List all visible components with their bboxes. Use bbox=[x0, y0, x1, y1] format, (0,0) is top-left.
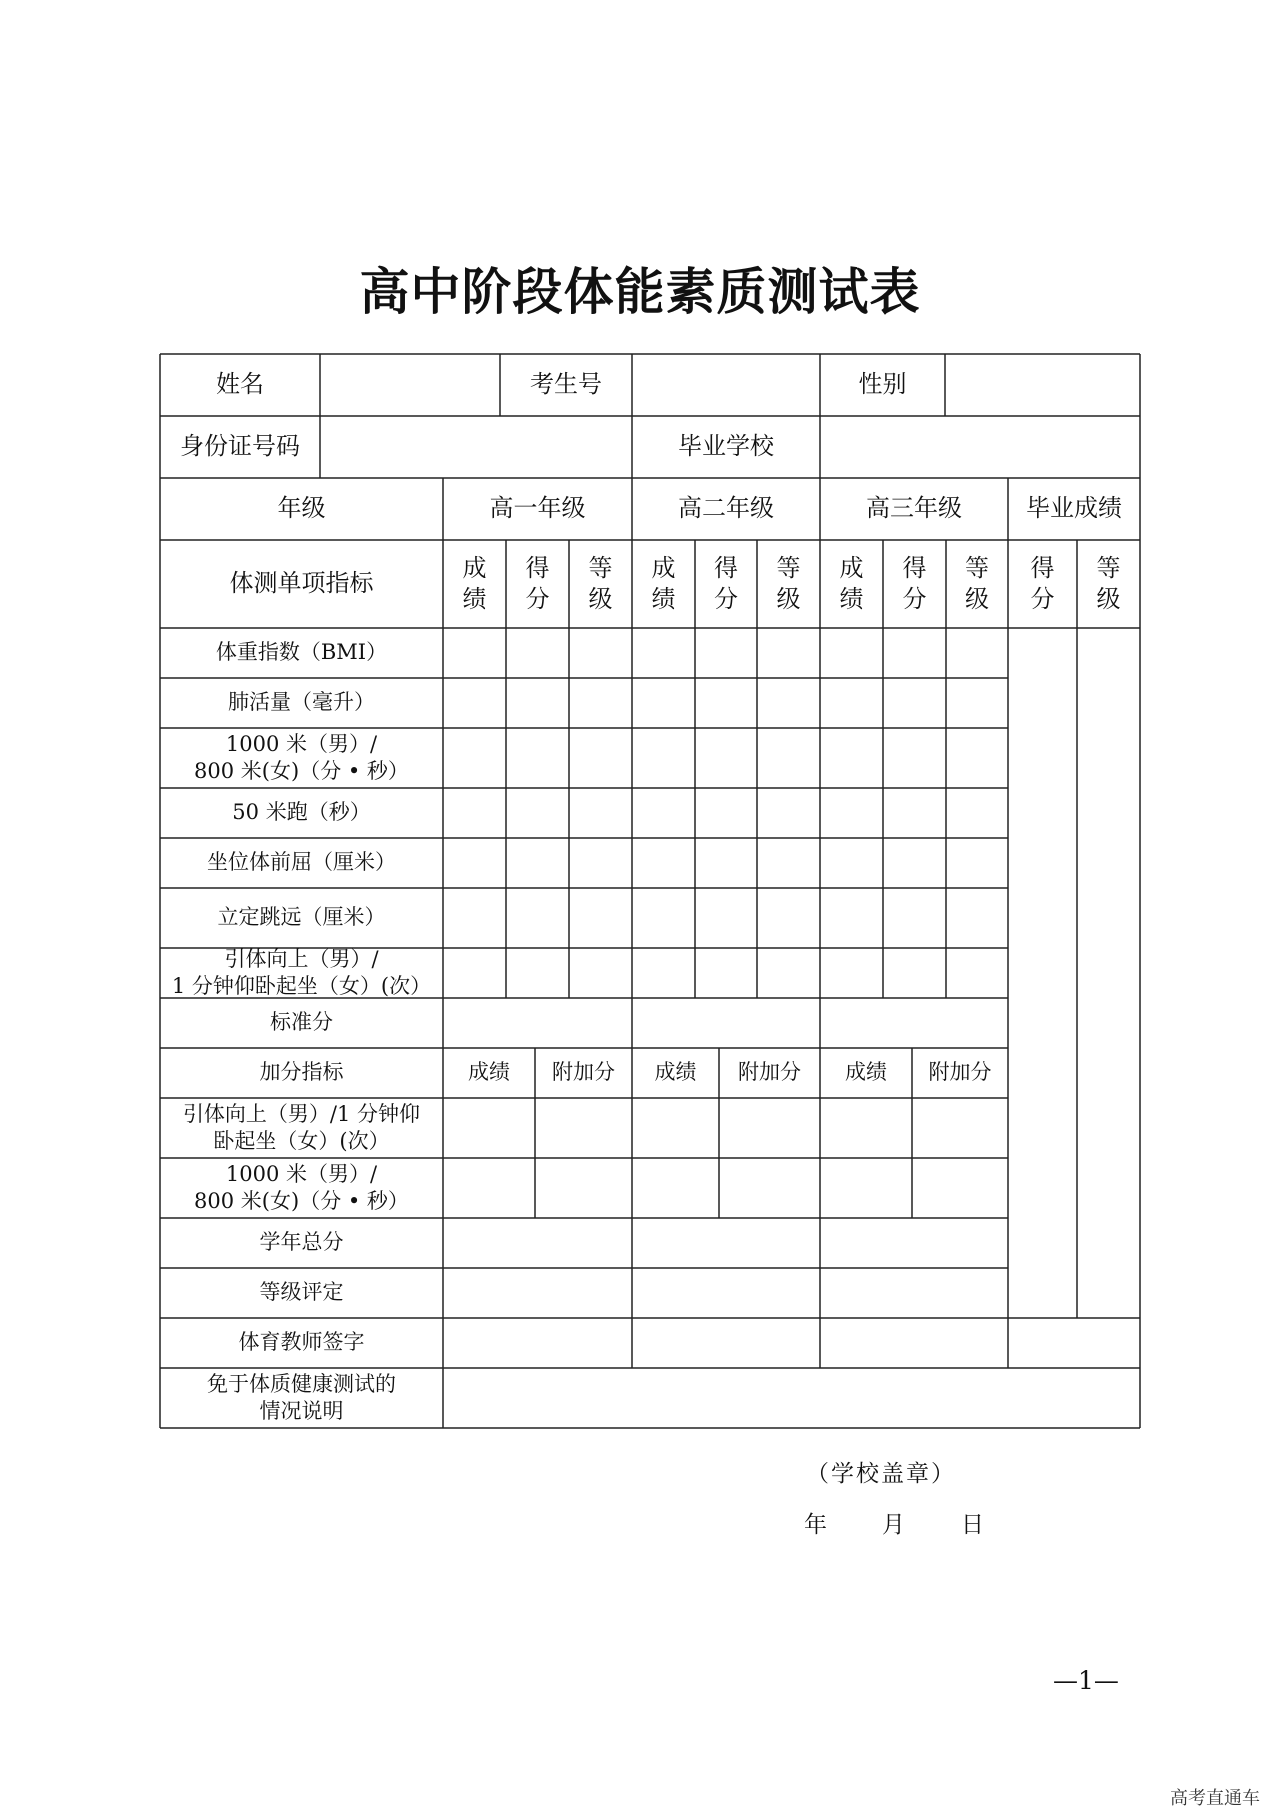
id-field[interactable] bbox=[320, 416, 632, 478]
grad-level-header: 等 级 bbox=[1096, 553, 1121, 613]
exam-no-label: 考生号 bbox=[530, 370, 602, 399]
graduation-header: 毕业成绩 bbox=[1026, 494, 1122, 523]
g2-level-header: 等 级 bbox=[776, 553, 801, 613]
g2-points-header: 得 分 bbox=[714, 553, 738, 613]
exemption-label: 免于体质健康测试的 情况说明 bbox=[207, 1371, 396, 1423]
item-sit-and-reach: 坐位体前屈（厘米） bbox=[207, 850, 396, 875]
grade-2-header: 高二年级 bbox=[678, 494, 774, 523]
g1-level-header: 等 级 bbox=[588, 553, 613, 613]
item-1000m-800m: 1000 米（男）/ 800 米(女)（分 • 秒） bbox=[194, 731, 409, 783]
g2-bonus-extra-header: 附加分 bbox=[738, 1060, 801, 1085]
school-field[interactable] bbox=[820, 416, 1140, 478]
annual-total-label: 学年总分 bbox=[259, 1230, 344, 1255]
g2-score-header: 成 绩 bbox=[651, 553, 676, 613]
watermark: 高考直通车 bbox=[1170, 1788, 1260, 1809]
item-standing-jump: 立定跳远（厘米） bbox=[217, 905, 386, 930]
page-title: 高中阶段体能素质测试表 bbox=[359, 262, 921, 321]
id-label: 身份证号码 bbox=[180, 432, 300, 461]
bonus-item-pullup: 引体向上（男）/1 分钟仰 卧起坐（女）(次） bbox=[182, 1101, 421, 1153]
gender-field[interactable] bbox=[945, 354, 1140, 416]
g2-bonus-score-header: 成绩 bbox=[654, 1060, 697, 1085]
g1-bonus-extra-header: 附加分 bbox=[552, 1060, 615, 1085]
bonus-item-run: 1000 米（男）/ 800 米(女)（分 • 秒） bbox=[194, 1161, 409, 1213]
g3-bonus-score-header: 成绩 bbox=[845, 1060, 887, 1085]
school-label: 毕业学校 bbox=[678, 432, 774, 461]
item-lung-capacity: 肺活量（毫升） bbox=[228, 690, 375, 715]
gender-label: 性别 bbox=[858, 370, 907, 399]
g3-score-header: 成 绩 bbox=[839, 553, 864, 613]
bonus-label: 加分指标 bbox=[259, 1060, 344, 1085]
g3-bonus-extra-header: 附加分 bbox=[928, 1060, 992, 1085]
date-day: 日 bbox=[961, 1512, 984, 1538]
g1-points-header: 得 分 bbox=[525, 553, 550, 613]
teacher-signature-label: 体育教师签字 bbox=[238, 1330, 365, 1355]
grade-1-header: 高一年级 bbox=[489, 494, 586, 523]
standard-score-label: 标准分 bbox=[270, 1010, 333, 1035]
school-stamp: （学校盖章） bbox=[806, 1461, 956, 1487]
g3-points-header: 得 分 bbox=[902, 553, 927, 613]
grade-label: 年级 bbox=[277, 494, 326, 523]
name-field[interactable] bbox=[320, 354, 500, 416]
date-month: 月 bbox=[882, 1512, 905, 1538]
date-year: 年 bbox=[804, 1512, 827, 1538]
item-bmi: 体重指数（BMI） bbox=[215, 640, 388, 665]
grad-points-header: 得 分 bbox=[1030, 553, 1055, 613]
item-50m-run: 50 米跑（秒） bbox=[232, 800, 371, 825]
name-label: 姓名 bbox=[216, 370, 264, 399]
page-number: —1— bbox=[1053, 1666, 1119, 1695]
item-pullup-situp: 引体向上（男）/ 1 分钟仰卧起坐（女）(次） bbox=[171, 946, 432, 998]
rating-label: 等级评定 bbox=[259, 1280, 344, 1305]
g1-score-header: 成 绩 bbox=[462, 553, 487, 613]
grade-3-header: 高三年级 bbox=[866, 494, 962, 523]
indicator-label: 体测单项指标 bbox=[229, 569, 374, 598]
exam-no-field[interactable] bbox=[632, 354, 820, 416]
g1-bonus-score-header: 成绩 bbox=[468, 1060, 510, 1085]
g3-level-header: 等 级 bbox=[965, 553, 989, 613]
